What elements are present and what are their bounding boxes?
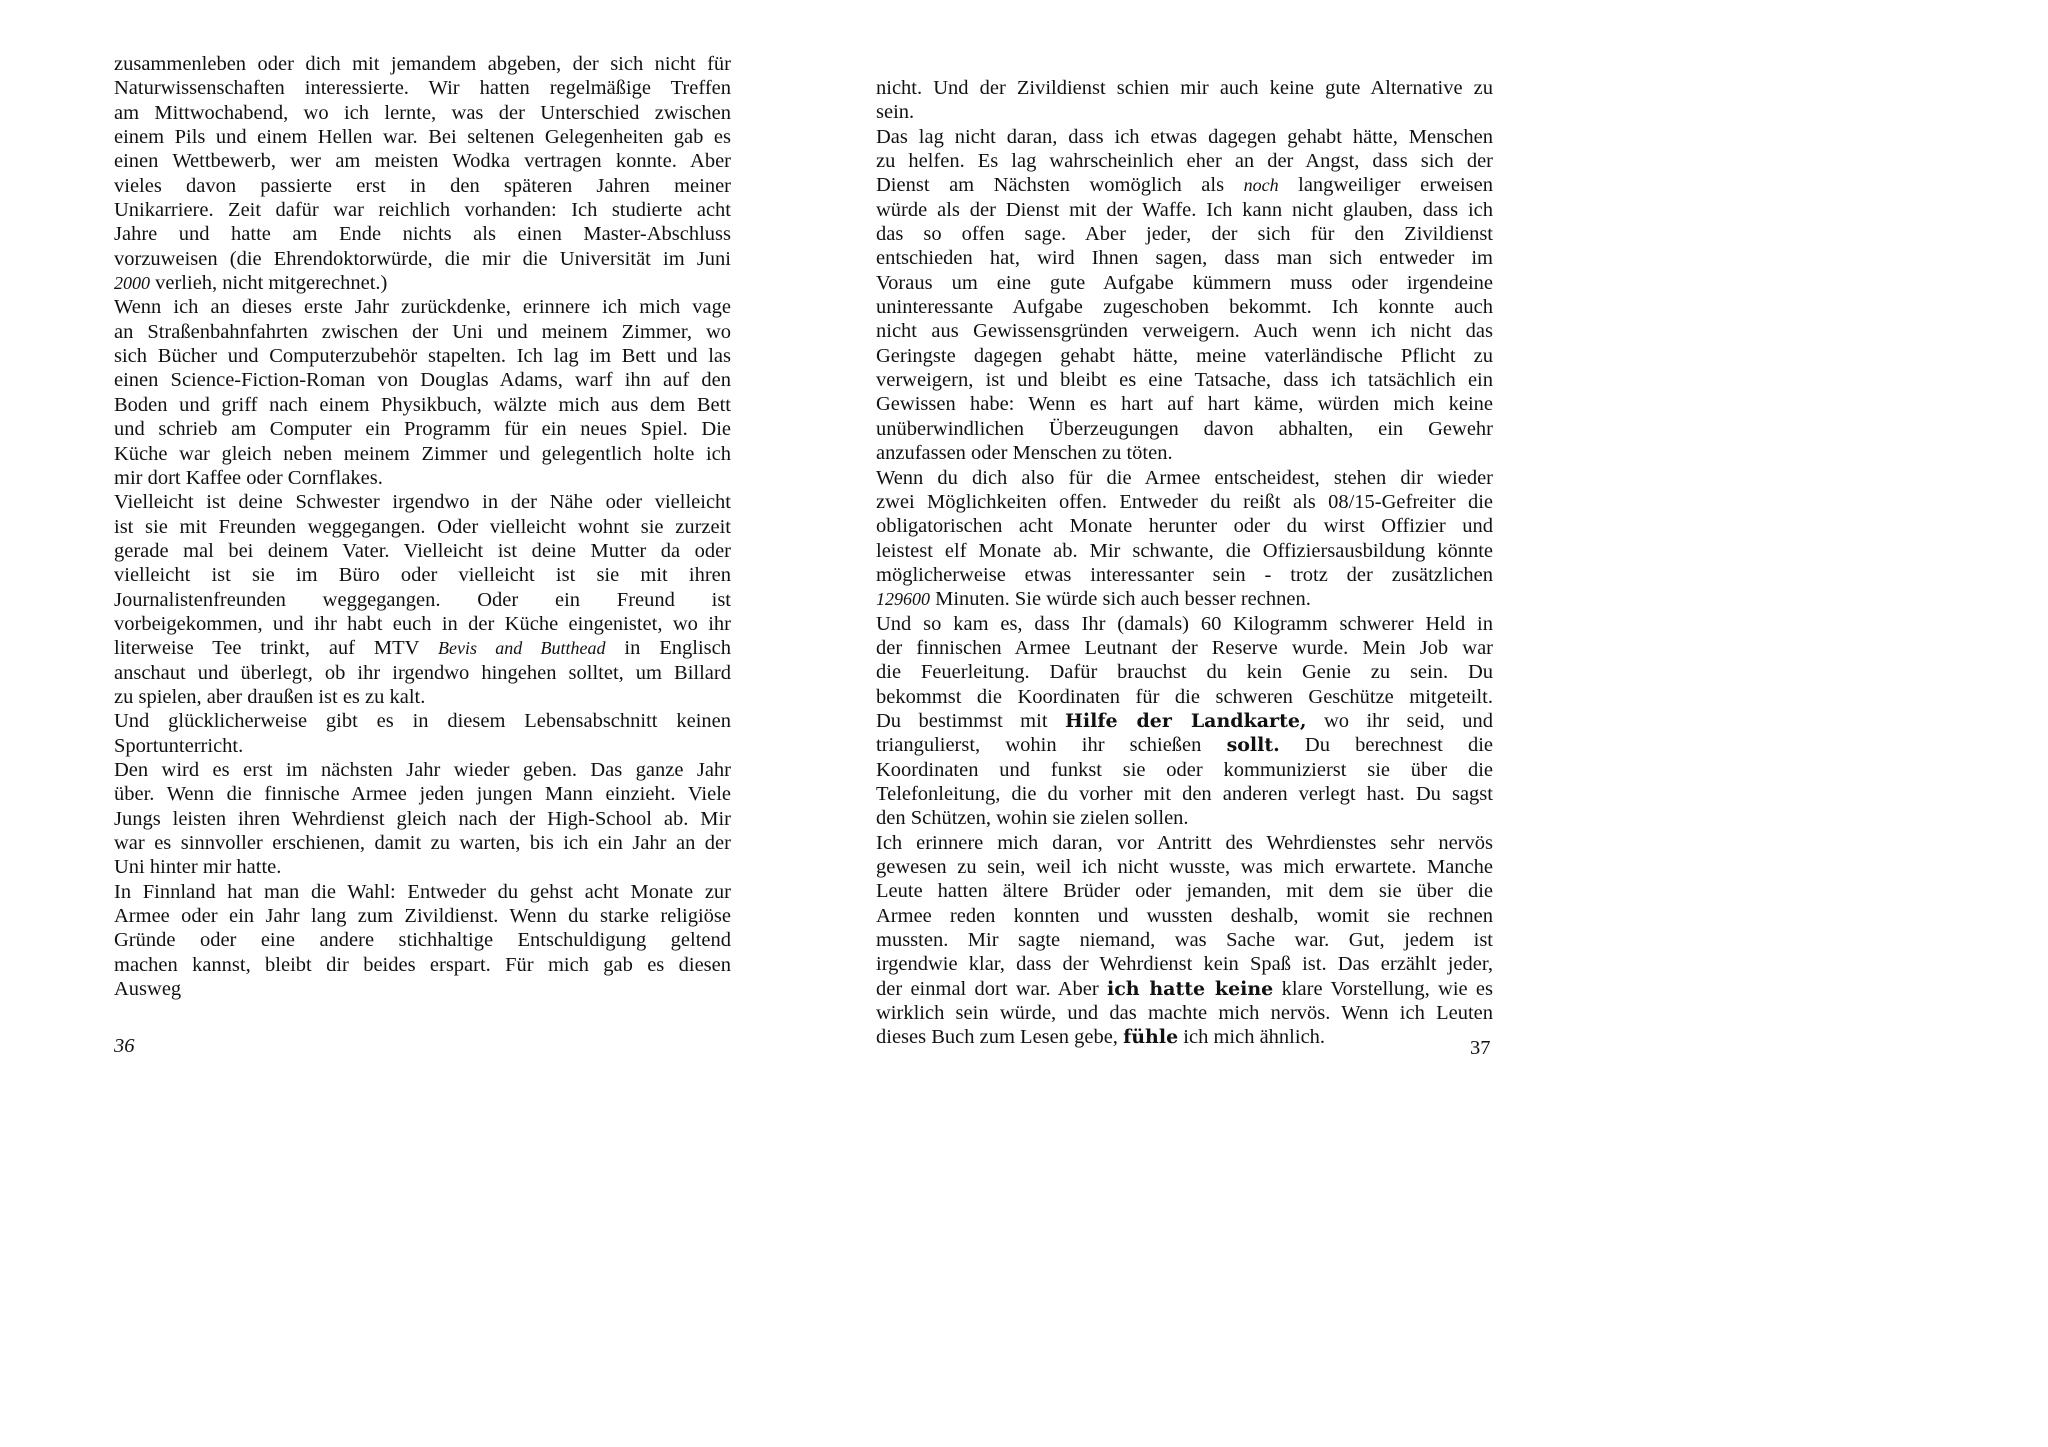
text-line bbox=[114, 76, 731, 100]
text-segment: machen kannst, bleibt dir beides erspart. Für mich gab es diesen bbox=[114, 953, 731, 976]
italic-text: Bevis and Butthead bbox=[438, 638, 606, 659]
text-line bbox=[876, 246, 1493, 270]
right-page-number: 37 bbox=[1470, 1037, 1491, 1059]
text-segment: nicht. Und der Zivildienst schien mir auch keine gute Alternative zu bbox=[876, 77, 1493, 99]
text-segment: Du bestimmst mit bbox=[876, 709, 1065, 732]
text-segment: literweise Tee trinkt, auf MTV bbox=[114, 637, 438, 660]
text-segment: zwei Möglichkeiten offen. Entweder du reißt als 08/15-Gefreiter die bbox=[876, 490, 1493, 513]
text-segment: leistest elf Monate ab. Mir schwante, die Offiziersausbildung könnte bbox=[876, 539, 1493, 562]
text-segment: war es sinnvoller erschienen, damit zu warten, bis ich ein Jahr an der bbox=[114, 832, 731, 854]
text-segment: an Straßenbahnfahrten zwischen der Uni und meinem Zimmer, wo bbox=[114, 320, 731, 343]
text-segment: in Englisch bbox=[605, 637, 731, 660]
text-line bbox=[876, 344, 1493, 368]
text-line bbox=[114, 880, 731, 904]
text-line bbox=[876, 612, 1493, 636]
text-line bbox=[114, 52, 731, 76]
text-segment: anschaut und überlegt, ob ihr irgendwo hingehen solltet, um Billard bbox=[114, 661, 731, 684]
text-segment: gewesen zu sein, weil ich nicht wusste, was mich erwartete. Manche bbox=[876, 856, 1493, 878]
text-segment: und schrieb am Computer ein Programm für ein neues Spiel. Die bbox=[114, 418, 731, 441]
italic-text: 129600 bbox=[876, 589, 930, 610]
text-segment: klare Vorstellung, wie es bbox=[1273, 977, 1493, 1000]
text-line bbox=[114, 271, 731, 295]
text-line bbox=[876, 76, 1493, 100]
text-segment: zu spielen, aber draußen ist es zu kalt. bbox=[114, 685, 426, 708]
text-segment: ich mich ähnlich. bbox=[1178, 1026, 1326, 1049]
text-segment: über. Wenn die finnische Armee jeden jungen Mann einzieht. Viele bbox=[114, 783, 731, 806]
text-line bbox=[876, 904, 1493, 928]
text-segment: Und glücklicherweise gibt es in diesem Lebensabschnitt keinen bbox=[114, 710, 731, 733]
text-segment: Geringste dagegen gehabt hätte, meine vaterländische Pflicht zu bbox=[876, 344, 1493, 367]
text-segment: Ich erinnere mich daran, vor Antritt des Wehrdienstes sehr nervös bbox=[876, 831, 1493, 854]
text-segment: Und so kam es, dass Ihr (damals) 60 Kilogramm schwerer Held in bbox=[876, 612, 1493, 635]
text-line bbox=[876, 125, 1493, 149]
text-segment: Jahre und hatte am Ende nichts als einen Master-Abschluss bbox=[114, 223, 731, 246]
text-segment: Du berechnest die bbox=[1279, 734, 1493, 757]
text-line bbox=[114, 125, 731, 149]
text-segment: zusammenleben oder dich mit jemandem abgeben, der sich nicht für bbox=[114, 53, 731, 75]
text-segment: Den wird es erst im nächsten Jahr wieder geben. Das ganze Jahr bbox=[114, 758, 731, 781]
text-line bbox=[876, 173, 1493, 197]
text-line bbox=[114, 977, 731, 1001]
text-segment: Das lag nicht daran, dass ich etwas dagegen gehabt hätte, Menschen bbox=[876, 125, 1493, 148]
text-segment: sich Bücher und Computerzubehör stapelten. Ich lag im Bett und las bbox=[114, 345, 731, 368]
text-line bbox=[114, 198, 731, 222]
text-segment: zu helfen. Es lag wahrscheinlich eher an der Angst, dass sich der bbox=[876, 150, 1493, 173]
text-line bbox=[114, 563, 731, 587]
text-segment: triangulierst, wohin ihr schießen bbox=[876, 734, 1227, 757]
text-line bbox=[114, 636, 731, 660]
text-line bbox=[114, 393, 731, 417]
text-line bbox=[114, 247, 731, 271]
text-segment: Jungs leisten ihren Wehrdienst gleich nach der High-School ab. Mir bbox=[114, 807, 731, 830]
text-segment: langweiliger erweisen bbox=[1278, 174, 1493, 197]
text-line bbox=[876, 1001, 1493, 1025]
text-line bbox=[876, 368, 1493, 392]
text-segment: entschieden hat, wird Ihnen sagen, dass man sich entweder im bbox=[876, 247, 1493, 270]
text-line bbox=[876, 271, 1493, 295]
text-line bbox=[876, 806, 1493, 830]
text-segment: mir dort Kaffee oder Cornflakes. bbox=[114, 466, 383, 489]
text-segment: Voraus um eine gute Aufgabe kümmern muss oder irgendeine bbox=[876, 271, 1493, 294]
text-line bbox=[114, 417, 731, 441]
text-segment: Telefonleitung, die du vorher mit den anderen verlegt hast. Du sagst bbox=[876, 782, 1493, 805]
text-segment: Vielleicht ist deine Schwester irgendwo in der Nähe oder vielleicht bbox=[114, 491, 731, 514]
text-line bbox=[114, 101, 731, 125]
text-line bbox=[876, 952, 1493, 976]
text-line bbox=[114, 782, 731, 806]
text-line bbox=[876, 928, 1493, 952]
text-segment: mussten. Mir sagte niemand, was Sache war. Gut, jedem ist bbox=[876, 929, 1493, 952]
text-line bbox=[876, 539, 1493, 563]
text-segment: In Finnland hat man die Wahl: Entweder du gehst acht Monate zur bbox=[114, 880, 731, 903]
text-line bbox=[876, 782, 1493, 806]
text-line bbox=[114, 904, 731, 928]
text-segment: Gründe oder eine andere stichhaltige Entschuldigung geltend bbox=[114, 929, 731, 952]
text-segment: unüberwindlichen Überzeugungen davon abhalten, ein Gewehr bbox=[876, 417, 1493, 440]
text-line bbox=[876, 490, 1493, 514]
text-line bbox=[876, 563, 1493, 587]
text-line bbox=[114, 661, 731, 685]
bold-text: Hilfe der Landkarte, bbox=[1064, 709, 1307, 732]
text-line bbox=[876, 222, 1493, 246]
text-segment: irgendwie klar, dass der Wehrdienst kein Spaß ist. Das erzählt jeder, bbox=[876, 953, 1493, 976]
text-line bbox=[876, 660, 1493, 684]
text-line bbox=[876, 709, 1493, 733]
italic-text: 2000 bbox=[114, 273, 150, 294]
text-segment: Küche war gleich neben meinem Zimmer und gelegentlich holte ich bbox=[114, 442, 731, 465]
text-segment: Armee reden konnten und wussten deshalb, womit sie rechnen bbox=[876, 904, 1493, 927]
text-segment: verlieh, nicht mitgerechnet.) bbox=[150, 272, 388, 295]
italic-text: noch bbox=[1243, 175, 1279, 196]
text-segment: Ausweg bbox=[114, 978, 182, 1001]
text-line bbox=[114, 709, 731, 733]
text-segment: das so offen sage. Aber jeder, der sich für den Zivildienst bbox=[876, 223, 1493, 246]
right-page-text bbox=[876, 76, 1493, 1050]
text-line bbox=[876, 514, 1493, 538]
text-segment: die Feuerleitung. Dafür brauchst du kein Genie zu sein. Du bbox=[876, 661, 1493, 684]
text-segment: uninteressante Aufgabe zugeschoben bekommt. Ich konnte auch bbox=[876, 296, 1493, 319]
text-line bbox=[876, 758, 1493, 782]
text-segment: möglicherweise etwas interessanter sein - trotz der zusätzlichen bbox=[876, 563, 1493, 586]
text-segment: Leute hatten ältere Brüder oder jemanden, mit dem sie über die bbox=[876, 880, 1493, 903]
text-line bbox=[114, 490, 731, 514]
text-line bbox=[114, 149, 731, 173]
text-segment: Minuten. Sie würde sich auch besser rechnen. bbox=[930, 588, 1311, 611]
text-segment: Gewissen habe: Wenn es hart auf hart käme, würden mich keine bbox=[876, 393, 1493, 416]
bold-text: sollt. bbox=[1226, 734, 1280, 757]
text-segment: sein. bbox=[876, 101, 915, 124]
text-line bbox=[114, 442, 731, 466]
text-segment: einem Pils und einem Hellen war. Bei seltenen Gelegenheiten gab es bbox=[114, 126, 731, 149]
text-line bbox=[114, 320, 731, 344]
bold-text: fühle bbox=[1123, 1026, 1179, 1049]
text-line bbox=[114, 466, 731, 490]
text-line bbox=[876, 685, 1493, 709]
text-line bbox=[876, 319, 1493, 343]
text-segment: der finnischen Armee Leutnant der Reserve wurde. Mein Job war bbox=[876, 636, 1493, 659]
text-segment: würde als der Dienst mit der Waffe. Ich kann nicht glauben, dass ich bbox=[876, 198, 1493, 221]
text-segment: vielleicht ist sie im Büro oder vielleicht ist sie mit ihren bbox=[114, 564, 731, 587]
text-line bbox=[876, 198, 1493, 222]
text-segment: dieses Buch zum Lesen gebe, bbox=[876, 1026, 1124, 1049]
text-segment: Naturwissenschaften interessierte. Wir hatten regelmäßige Treffen bbox=[114, 77, 731, 100]
text-line bbox=[114, 539, 731, 563]
text-segment: obligatorischen acht Monate herunter oder du wirst Offizier und bbox=[876, 515, 1493, 538]
text-line bbox=[114, 174, 731, 198]
text-line bbox=[114, 685, 731, 709]
text-segment: Dienst am Nächsten womöglich als bbox=[876, 174, 1244, 197]
text-segment: Uni hinter mir hatte. bbox=[114, 856, 282, 879]
text-line bbox=[114, 368, 731, 392]
left-page-number: 36 bbox=[114, 1035, 135, 1057]
text-segment: der einmal dort war. Aber bbox=[876, 977, 1107, 1000]
text-segment: Unikarriere. Zeit dafür war reichlich vorhanden: Ich studierte acht bbox=[114, 199, 731, 222]
text-segment: verweigern, ist und bleibt es eine Tatsache, dass ich tatsächlich ein bbox=[876, 369, 1493, 392]
text-line bbox=[114, 344, 731, 368]
text-line bbox=[114, 222, 731, 246]
text-line bbox=[876, 855, 1493, 879]
text-line bbox=[114, 831, 731, 855]
text-line bbox=[876, 831, 1493, 855]
text-line bbox=[114, 588, 731, 612]
text-segment: am Mittwochabend, wo ich lernte, was der Unterschied zwischen bbox=[114, 101, 731, 124]
text-line bbox=[876, 392, 1493, 416]
text-segment: vorzuweisen (die Ehrendoktorwürde, die mir die Universität im Juni bbox=[114, 247, 731, 270]
text-line bbox=[114, 734, 731, 758]
text-line bbox=[876, 879, 1493, 903]
text-segment: wo ihr seid, und bbox=[1306, 709, 1493, 732]
text-segment: vorbeigekommen, und ihr habt euch in der Küche eingenistet, wo ihr bbox=[114, 612, 731, 635]
text-line bbox=[876, 295, 1493, 319]
text-segment: einen Science-Fiction-Roman von Douglas Adams, warf ihn auf den bbox=[114, 369, 731, 392]
text-line bbox=[876, 977, 1493, 1001]
text-segment: anzufassen oder Menschen zu töten. bbox=[876, 442, 1173, 465]
left-page-text bbox=[114, 52, 731, 1001]
text-segment: Wenn ich an dieses erste Jahr zurückdenke, erinnere ich mich vage bbox=[114, 296, 731, 319]
text-segment: Boden und griff nach einem Physikbuch, wälzte mich aus dem Bett bbox=[114, 393, 731, 416]
text-line bbox=[876, 100, 1493, 124]
text-line bbox=[876, 417, 1493, 441]
text-line bbox=[876, 1025, 1493, 1049]
text-line bbox=[114, 515, 731, 539]
text-segment: einen Wettbewerb, wer am meisten Wodka vertragen konnte. Aber bbox=[114, 150, 731, 173]
text-line bbox=[876, 466, 1493, 490]
text-line bbox=[114, 928, 731, 952]
text-segment: den Schützen, wohin sie zielen sollen. bbox=[876, 807, 1189, 830]
text-line bbox=[876, 733, 1493, 757]
text-line bbox=[114, 953, 731, 977]
text-line bbox=[114, 295, 731, 319]
text-segment: Wenn du dich also für die Armee entscheidest, stehen dir wieder bbox=[876, 466, 1493, 489]
text-segment: Sportunterricht. bbox=[114, 734, 244, 757]
text-line bbox=[876, 441, 1493, 465]
text-line bbox=[114, 855, 731, 879]
text-segment: gerade mal bei deinem Vater. Vielleicht ist deine Mutter da oder bbox=[114, 539, 731, 562]
text-line bbox=[114, 758, 731, 782]
text-segment: Armee oder ein Jahr lang zum Zivildienst. Wenn du starke religiöse bbox=[114, 905, 731, 928]
text-segment: Journalistenfreunden weggegangen. Oder ein Freund ist bbox=[114, 588, 731, 611]
text-segment: wirklich sein würde, und das machte mich nervös. Wenn ich Leuten bbox=[876, 1002, 1493, 1025]
text-segment: bekommst die Koordinaten für die schweren Geschütze mitgeteilt. bbox=[876, 685, 1493, 708]
text-line bbox=[114, 807, 731, 831]
text-line bbox=[876, 149, 1493, 173]
text-segment: ist sie mit Freunden weggegangen. Oder vielleicht wohnt sie zurzeit bbox=[114, 515, 731, 538]
text-line bbox=[876, 587, 1493, 611]
text-segment: nicht aus Gewissensgründen verweigern. Auch wenn ich nicht das bbox=[876, 320, 1493, 343]
text-segment: vieles davon passierte erst in den späteren Jahren meiner bbox=[114, 174, 731, 197]
text-line bbox=[114, 612, 731, 636]
text-line bbox=[876, 636, 1493, 660]
bold-text: ich hatte keine bbox=[1106, 977, 1274, 1000]
text-segment: Koordinaten und funkst sie oder kommunizierst sie über die bbox=[876, 758, 1493, 781]
